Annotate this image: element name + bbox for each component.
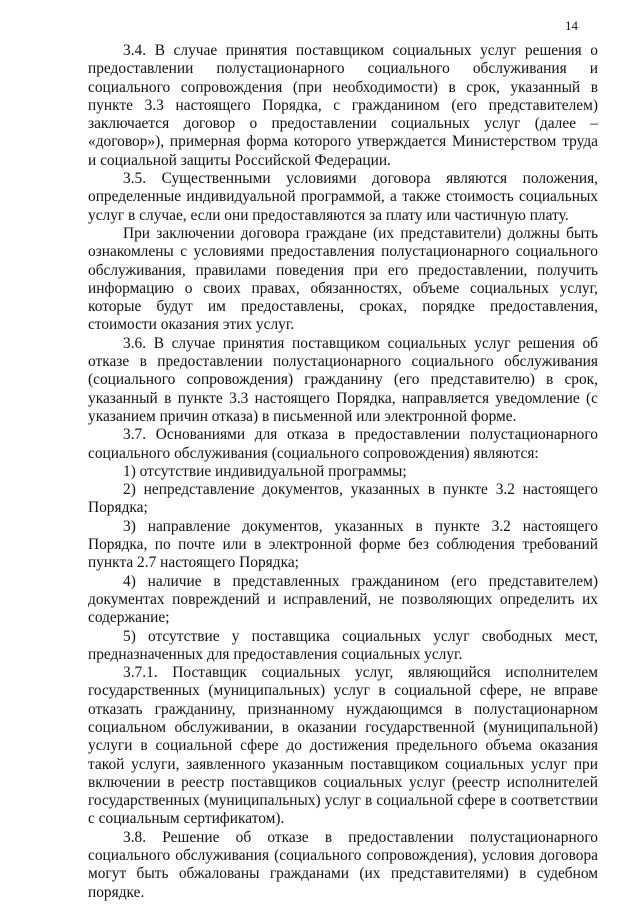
paragraph-3-6: 3.6. В случае принятия поставщиком социальных услуг решения об отказе в предоставлении полустационарного социального обслуживания (социального сопровождения) гражданину (его представителю) в срок, указанный в пункте 3.3 настоящего Порядка, направляется уведомление (с указанием причин отказа) в письменной или электронной форме. (88, 334, 598, 425)
paragraph-3-8: 3.8. Решение об отказе в предоставлении полустационарного социального обслуживания (социального сопровождения), условия договора могут быть обжалованы гражданами (их представителями) в судебном порядке. (88, 828, 598, 901)
list-item-4: 4) наличие в представленных гражданином (его представителем) документах повреждений и исправлений, не позволяющих определить их содержание; (88, 572, 598, 627)
list-item-3: 3) направление документов, указанных в пункте 3.2 настоящего Порядка, по почте или в электронной форме без соблюдения требований пункта 2.7 настоящего Порядка; (88, 517, 598, 572)
paragraph-3-7: 3.7. Основаниями для отказа в предоставлении полустационарного социального обслуживания (социального сопровождения) являются: (88, 426, 598, 462)
paragraph-contract-conditions: При заключении договора граждане (их представители) должны быть ознакомлены с условиями предоставления полустационарного социального обслуживания, правилами поведения при его предоставлении, получить информацию о своих правах, обязанностях, объеме социальных услуг, которые будут им предоставлены, сроках, порядке предоставления, стоимости оказания этих услуг. (88, 224, 598, 334)
list-item-5: 5) отсутствие у поставщика социальных услуг свободных мест, предназначенных для предоставления социальных услуг. (88, 627, 598, 663)
page-number: 14 (565, 18, 578, 33)
list-item-1: 1) отсутствие индивидуальной программы; (123, 462, 407, 480)
paragraph-3-5: 3.5. Существенными условиями договора являются положения, определенные индивидуальной программой, а также стоимость социальных услуг в случае, если они предоставляются за плату или частичную плату. (88, 170, 598, 224)
paragraph-3-7-1: 3.7.1. Поставщик социальных услуг, являющийся исполнителем государственных (муниципальных) услуг в социальной сфере, не вправе отказать гражданину, признанному нуждающимся в полустационарном социальном обслуживании, в оказании государственной (муниципальной) услуги в социальной сфере до достижения предельного объема оказания такой услуги, заявленного указанным поставщиком социальных услуг при включении в реестр поставщиков социальных услуг (реестр исполнителей государственных (муниципальных) услуг в социальной сфере в соответствии с социальным сертификатом). (88, 664, 598, 828)
document-body (88, 42, 598, 902)
list-item-2: 2) непредставление документов, указанных в пункте 3.2 настоящего Порядка; (88, 481, 598, 517)
paragraph-3-4: 3.4. В случае принятия поставщиком социальных услуг решения о предоставлении полустационарного социального обслуживания и социального сопровождения (при необходимости) в срок, указанный в пункте 3.3 настоящего Порядка, с гражданином (его представителем) заключается договор о предоставлении социальных услуг (далее – «договор»), примерная форма которого утверждается Министерством труда и социальной защиты Российской Федерации. (88, 42, 598, 169)
